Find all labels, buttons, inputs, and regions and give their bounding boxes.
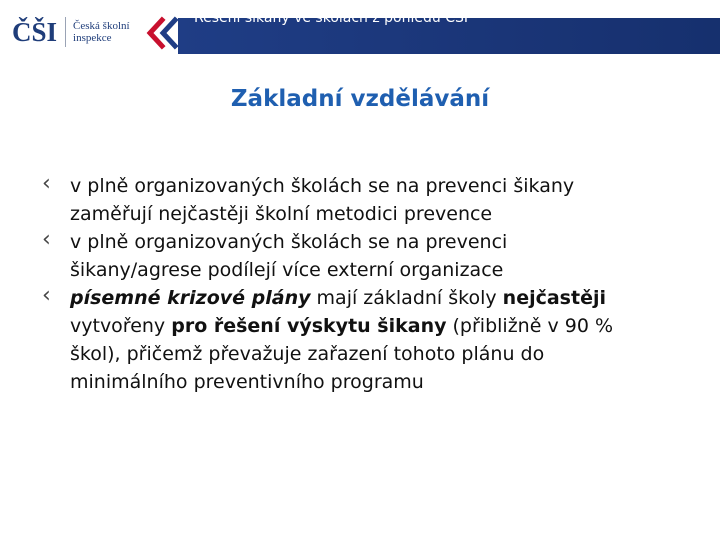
chevron-left-icon: ‹ [42,227,51,252]
bullet-item [42,228,692,284]
bullet-text-segment: (přibližně v 90 % [446,315,614,337]
double-chevron-icon [142,16,182,50]
bullet-item [42,172,692,228]
bullet-line [70,312,692,340]
bullet-text-segment: škol), přičemž převažuje zařazení tohoto plánu do [70,343,545,365]
bullet-text-segment: pro řešení výskytu šikany [171,315,447,337]
logo-divider [65,17,66,47]
bullet-text-segment: mají základní školy [310,287,503,309]
bullet-text-segment: minimálního preventivního programu [70,371,424,393]
bullet-line [70,172,692,200]
banner-title: Řešení šikany ve školách z pohledu ČŠI [194,10,468,26]
chevron-left-icon: ‹ [42,171,51,196]
bullet-list [42,172,692,396]
bullet-text-segment: šikany/agrese podílejí více externí organizace [70,259,504,281]
slide-title: Základní vzdělávání [230,86,490,112]
logo-mark: ČŠI [12,16,58,47]
bullet-text-segment: nejčastěji [502,287,606,309]
bullet-line [70,284,692,312]
logo-line-2: inspekce [73,32,112,44]
chevron-left-icon: ‹ [42,283,51,308]
bullet-text-segment: vytvořeny [70,315,172,337]
bullet-line [70,228,692,256]
bullet-line [70,368,692,396]
bullet-line [70,200,692,228]
bullet-text-segment: v plně organizovaných školách se na prevenci [70,231,508,253]
slide-header [0,0,720,68]
bullet-line [70,256,692,284]
bullet-line [70,340,692,368]
bullet-item [42,284,692,396]
bullet-text-segment: zaměřují nejčastěji školní metodici prevence [70,203,493,225]
bullet-text-segment: písemné krizové plány [70,287,311,309]
csi-logo [12,14,130,50]
logo-line-1: Česká školní [73,20,130,32]
bullet-text-segment: v plně organizovaných školách se na prevenci šikany [70,175,575,197]
logo-text [73,20,130,44]
